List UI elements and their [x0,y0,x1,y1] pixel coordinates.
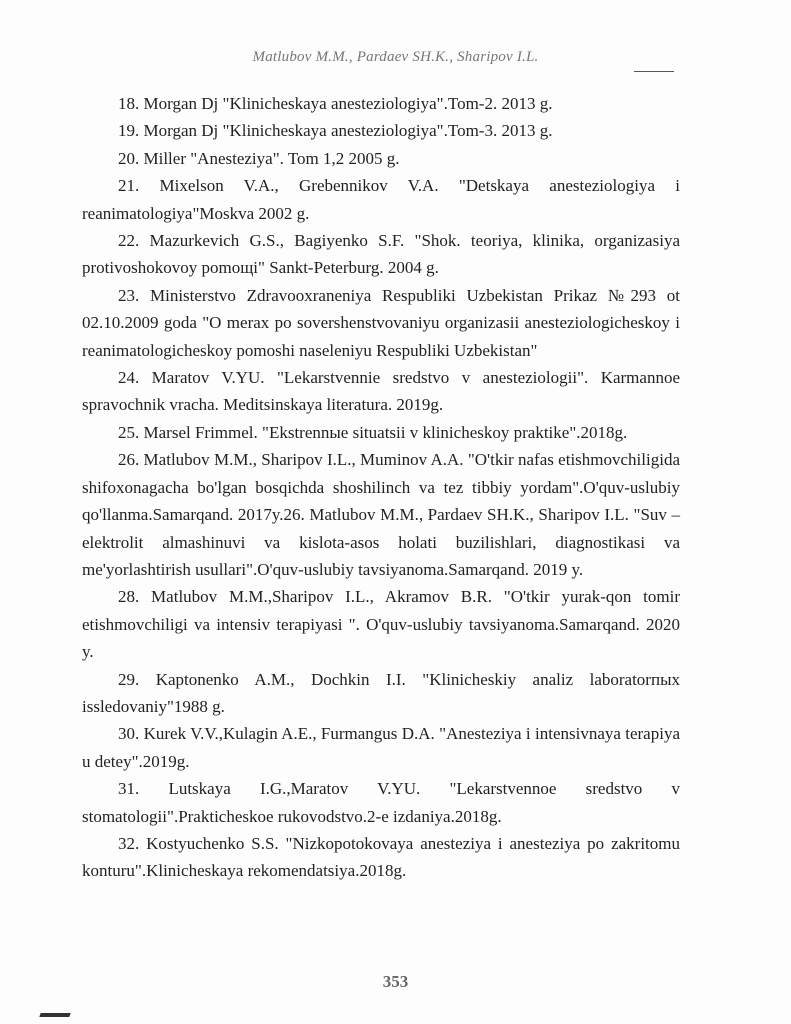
running-header: Matlubov M.M., Pardaev SH.K., Sharipov I.L. [252,49,539,65]
reference-item-28: 28. Matlubov M.M.,Sharipov I.L., Akramov B.R. "O'tkir yurak-qon tomir etishmovchiligi va intensiv terapiyasi ". O'quv-uslubiy tavsiyanoma.Samarqand. 2020 y. [82,587,680,662]
header-rule [634,71,674,72]
reference-item-32: 32. Kostyuchenko S.S. "Nizkopotokovaya anesteziya i anesteziya po zakritomu konturu".Klinicheskaya rekomendatsiya.2018g. [82,833,680,881]
reference-item-31: 31. Lutskaya I.G.,Maratov V.YU. "Lekarstvennoe sredstvo v stomatologii".Prakticheskoe rukovodstvo.2-e izdaniya.2018g. [82,779,680,826]
reference-item-29: 29. Kaptonenko A.M., Dochkin I.I. "Klinicheskiy analiz laboratorпых issledovaniy"1988 g. [82,669,680,716]
reference-item-25: 25. Marsel Frimmel. "Ekstrennыe situatsii v klinicheskoy praktike".2018g. [118,422,628,442]
scan-corner-mark [39,1013,70,1017]
reference-item-26: 26. Matlubov M.M., Sharipov I.L., Muminov A.A. "O'tkir nafas etishmovchiligida shifoxonagacha bo'lgan bosqichda shoshilinch va tez tibbiy yordam".O'quv-uslubiy qo'llanma.Samarqand. 2017y.26. Matlubov M.M., Pardaev SH.K., Sharipov I.L. "Suv – elektrolit almashinuvi va kislota-asos holati buzilishlari, diagnostikasi va me'yorlashtirish usullari".O'quv-uslubiy tavsiyanoma.Samarqand. 2019 y. [82,450,680,579]
reference-item-30: 30. Kurek V.V.,Kulagin A.E., Furmangus D.A. "Anesteziya i intensivnaya terapiya u detey".2019g. [82,724,680,771]
reference-item-19: 19. Morgan Dj "Klinicheskaya anesteziologiya".Tom-3. 2013 g. [118,121,553,141]
reference-item-24: 24. Maratov V.YU. "Lekarstvennie sredstvo v anesteziologii". Karmannoe spravochnik vracha. Meditsinskaya literatura. 2019g. [82,368,680,415]
reference-item-18: 18. Morgan Dj "Klinicheskaya anesteziologiya".Tom-2. 2013 g. [118,94,553,113]
reference-item-20: 20. Miller "Anesteziya". Tom 1,2 2005 g. [118,148,400,168]
reference-item-21: 21. Mixelson V.A., Grebennikov V.A. "Detskaya anesteziologiya i reanimatologiya"Moskva 2002 g. [82,176,680,223]
page-number: 353 [382,972,409,991]
reference-item-23: 23. Ministerstvo Zdravooxraneniya Respubliki Uzbekistan Prikaz №293 ot 02.10.2009 goda "O merax po sovershenstvovaniyu organizasii anesteziologicheskoy i reanimatologicheskoy pomoshi naseleniyu Respubliki Uzbekistan" [82,285,680,360]
reference-list [82,90,680,885]
reference-item-22: 22. Mazurkevich G.S., Bagiyenko S.F. "Shok. teoriya, klinika, organizasiya protivoshokovoy pomoщi" Sankt-Peterburg. 2004 g. [82,231,680,278]
